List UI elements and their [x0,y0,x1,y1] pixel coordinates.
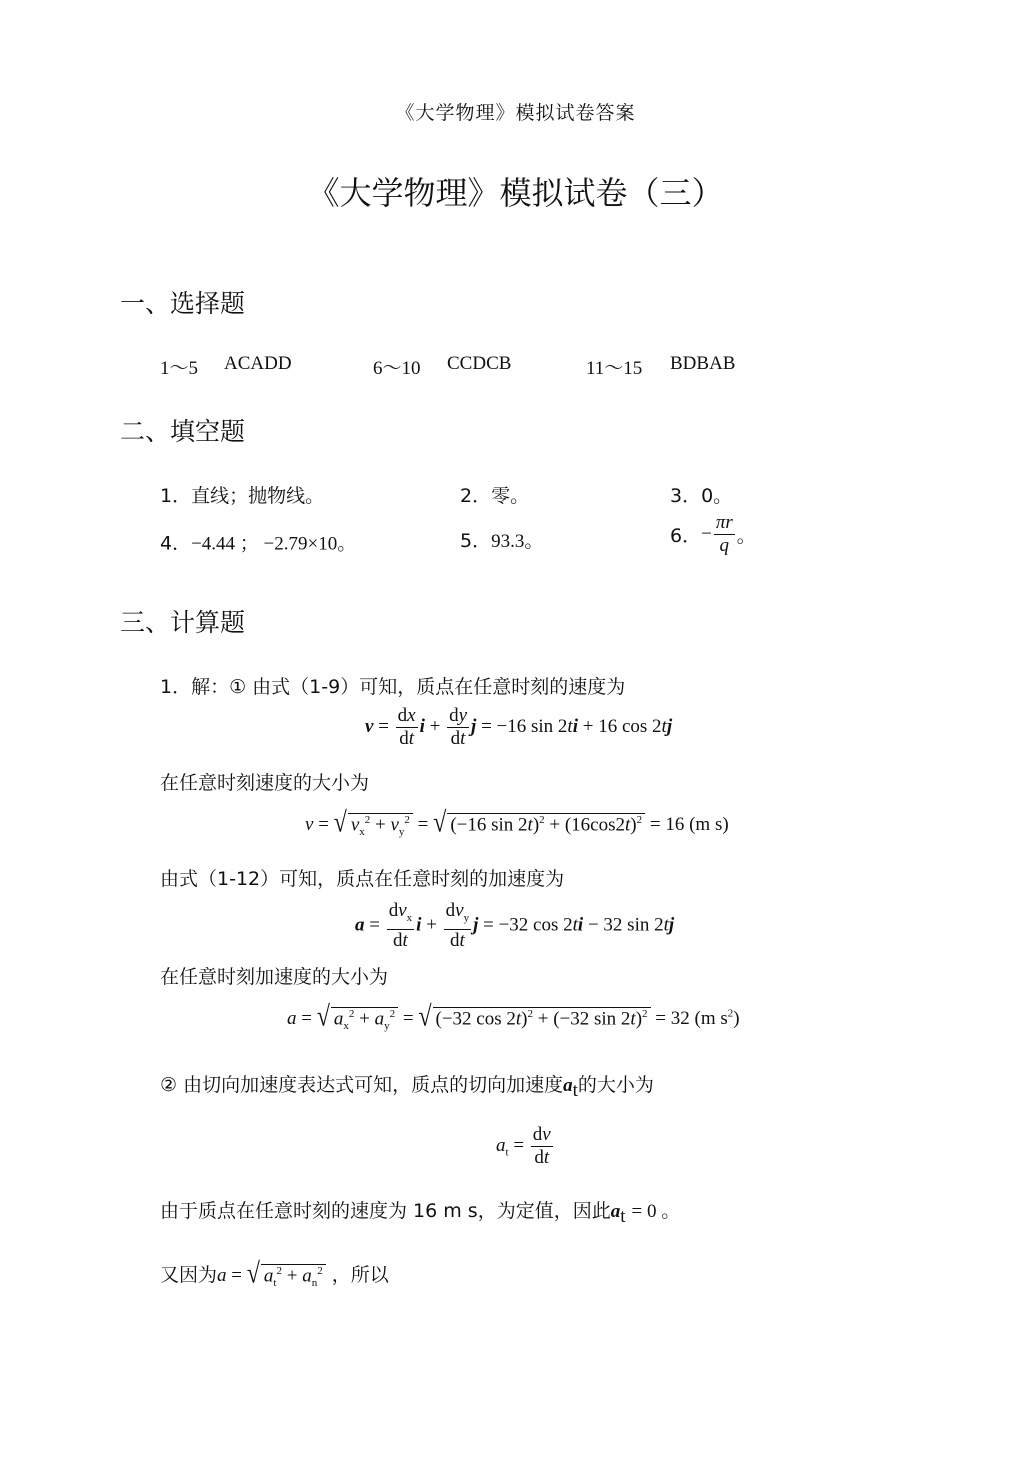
constant-speed-line: 由于质点在任意时刻的速度为 16 m s，为定值，因此$a_t = 0$ 。 [160,1200,681,1227]
fill-6-period: 。 [736,525,756,547]
choice-answer-3: BDBAB [670,353,736,374]
tangential-equation: $a_t$ = $\frac{dv}{dt}$ [496,1124,551,1168]
tangential-intro: ② 由切向加速度表达式可知，质点的切向加速度 [160,1074,564,1096]
fill-text-5: 93.3。 [491,531,544,552]
fill-answer-2 [460,481,529,508]
fill-num-2: 2． [460,485,492,507]
because-text: 又因为 [160,1264,218,1286]
speed-equation: v = √ $v_x^2 + v_y^2$ = √ (−16 $\sin 2t)^2 + (16\cos 2t)^2 = 16$ (m s) [305,807,729,839]
speed-label: 在任意时刻速度的大小为 [160,772,370,794]
fill-text-4: −4.44 ； −2.79×10 [191,533,338,555]
choice-answer-1: ACADD [224,353,292,374]
fill-num-1: 1． [160,485,192,507]
fill-text-2: 零。 [491,485,530,507]
because-line: 又因为a = √ $a_t^2 + a_n^2$ ，所以 [160,1258,389,1290]
velocity-equation: v = $\frac{dx}{dt}$ i + $\frac{dy}{dt}$ j = −16 sin 2ti + 16 cos 2tj [365,705,673,749]
fill-answer-6 [670,512,756,557]
because-tail: ，所以 [331,1264,389,1286]
tangential-tail: 的大小为 [577,1074,654,1096]
fill-6-numerator: πr [715,512,733,533]
fill-num-5: 5． [460,530,492,552]
page-title: 《大学物理》模拟试卷（三） [307,174,724,212]
tangential-intro-line: ② 由切向加速度表达式可知，质点的切向加速度$a_t$的大小为 [160,1074,654,1101]
choice-answer-2: CCDCB [447,353,512,374]
fill-answer-5 [460,526,543,553]
accel-result: = 32 (m s [655,1008,728,1029]
accel-label: 在任意时刻加速度的大小为 [160,966,389,988]
choice-range-2: 6～10 [373,358,421,379]
fill-answer-3 [670,481,732,508]
fill-num-3: 3． [670,485,702,507]
accel-intro: 由式（1-12）可知，质点在任意时刻的加速度为 [160,868,565,890]
fill-6-fraction [714,512,735,557]
constant-tail: = 0 。 [631,1201,681,1222]
fill-text-3: 0。 [701,485,733,507]
fill-num-4: 4． [160,532,192,555]
section-calc-heading: 三、计算题 [120,608,246,637]
page-header: 《大学物理》模拟试卷答案 [395,102,636,124]
choice-range-3: 11～15 [586,358,643,379]
acceleration-equation: a = $\frac{dv_x}{dt}$ i + $\frac{dv_y}{dt}$ j = −32 cos 2ti − 32 sin 2tj [355,900,675,951]
section-fill-heading: 二、填空题 [120,417,246,446]
accel-magnitude-equation: a = √ $a_x^2 + a_y^2$ = √ (−32 cos 2t)$^2$ + (−32 sin 2t)$^2$ = 32 (m $s^2$) [287,1001,740,1033]
fill-6-denominator: q [719,535,730,556]
fill-text-1: 直线；抛物线。 [191,485,325,507]
fill-answer-4 [160,526,356,555]
fill-4-period: 。 [337,532,357,555]
speed-result: = 16 (m s) [649,814,729,835]
fill-text-6: − [701,523,712,545]
solution-intro: 1．解：① 由式（1-9）可知，质点在任意时刻的速度为 [160,676,626,698]
section-choice-heading: 一、选择题 [120,289,246,318]
constant-text: 由于质点在任意时刻的速度为 16 m s，为定值，因此 [160,1200,611,1222]
fill-num-6: 6． [670,525,702,547]
choice-range-1: 1～5 [160,358,199,379]
fill-answer-1 [160,481,324,508]
